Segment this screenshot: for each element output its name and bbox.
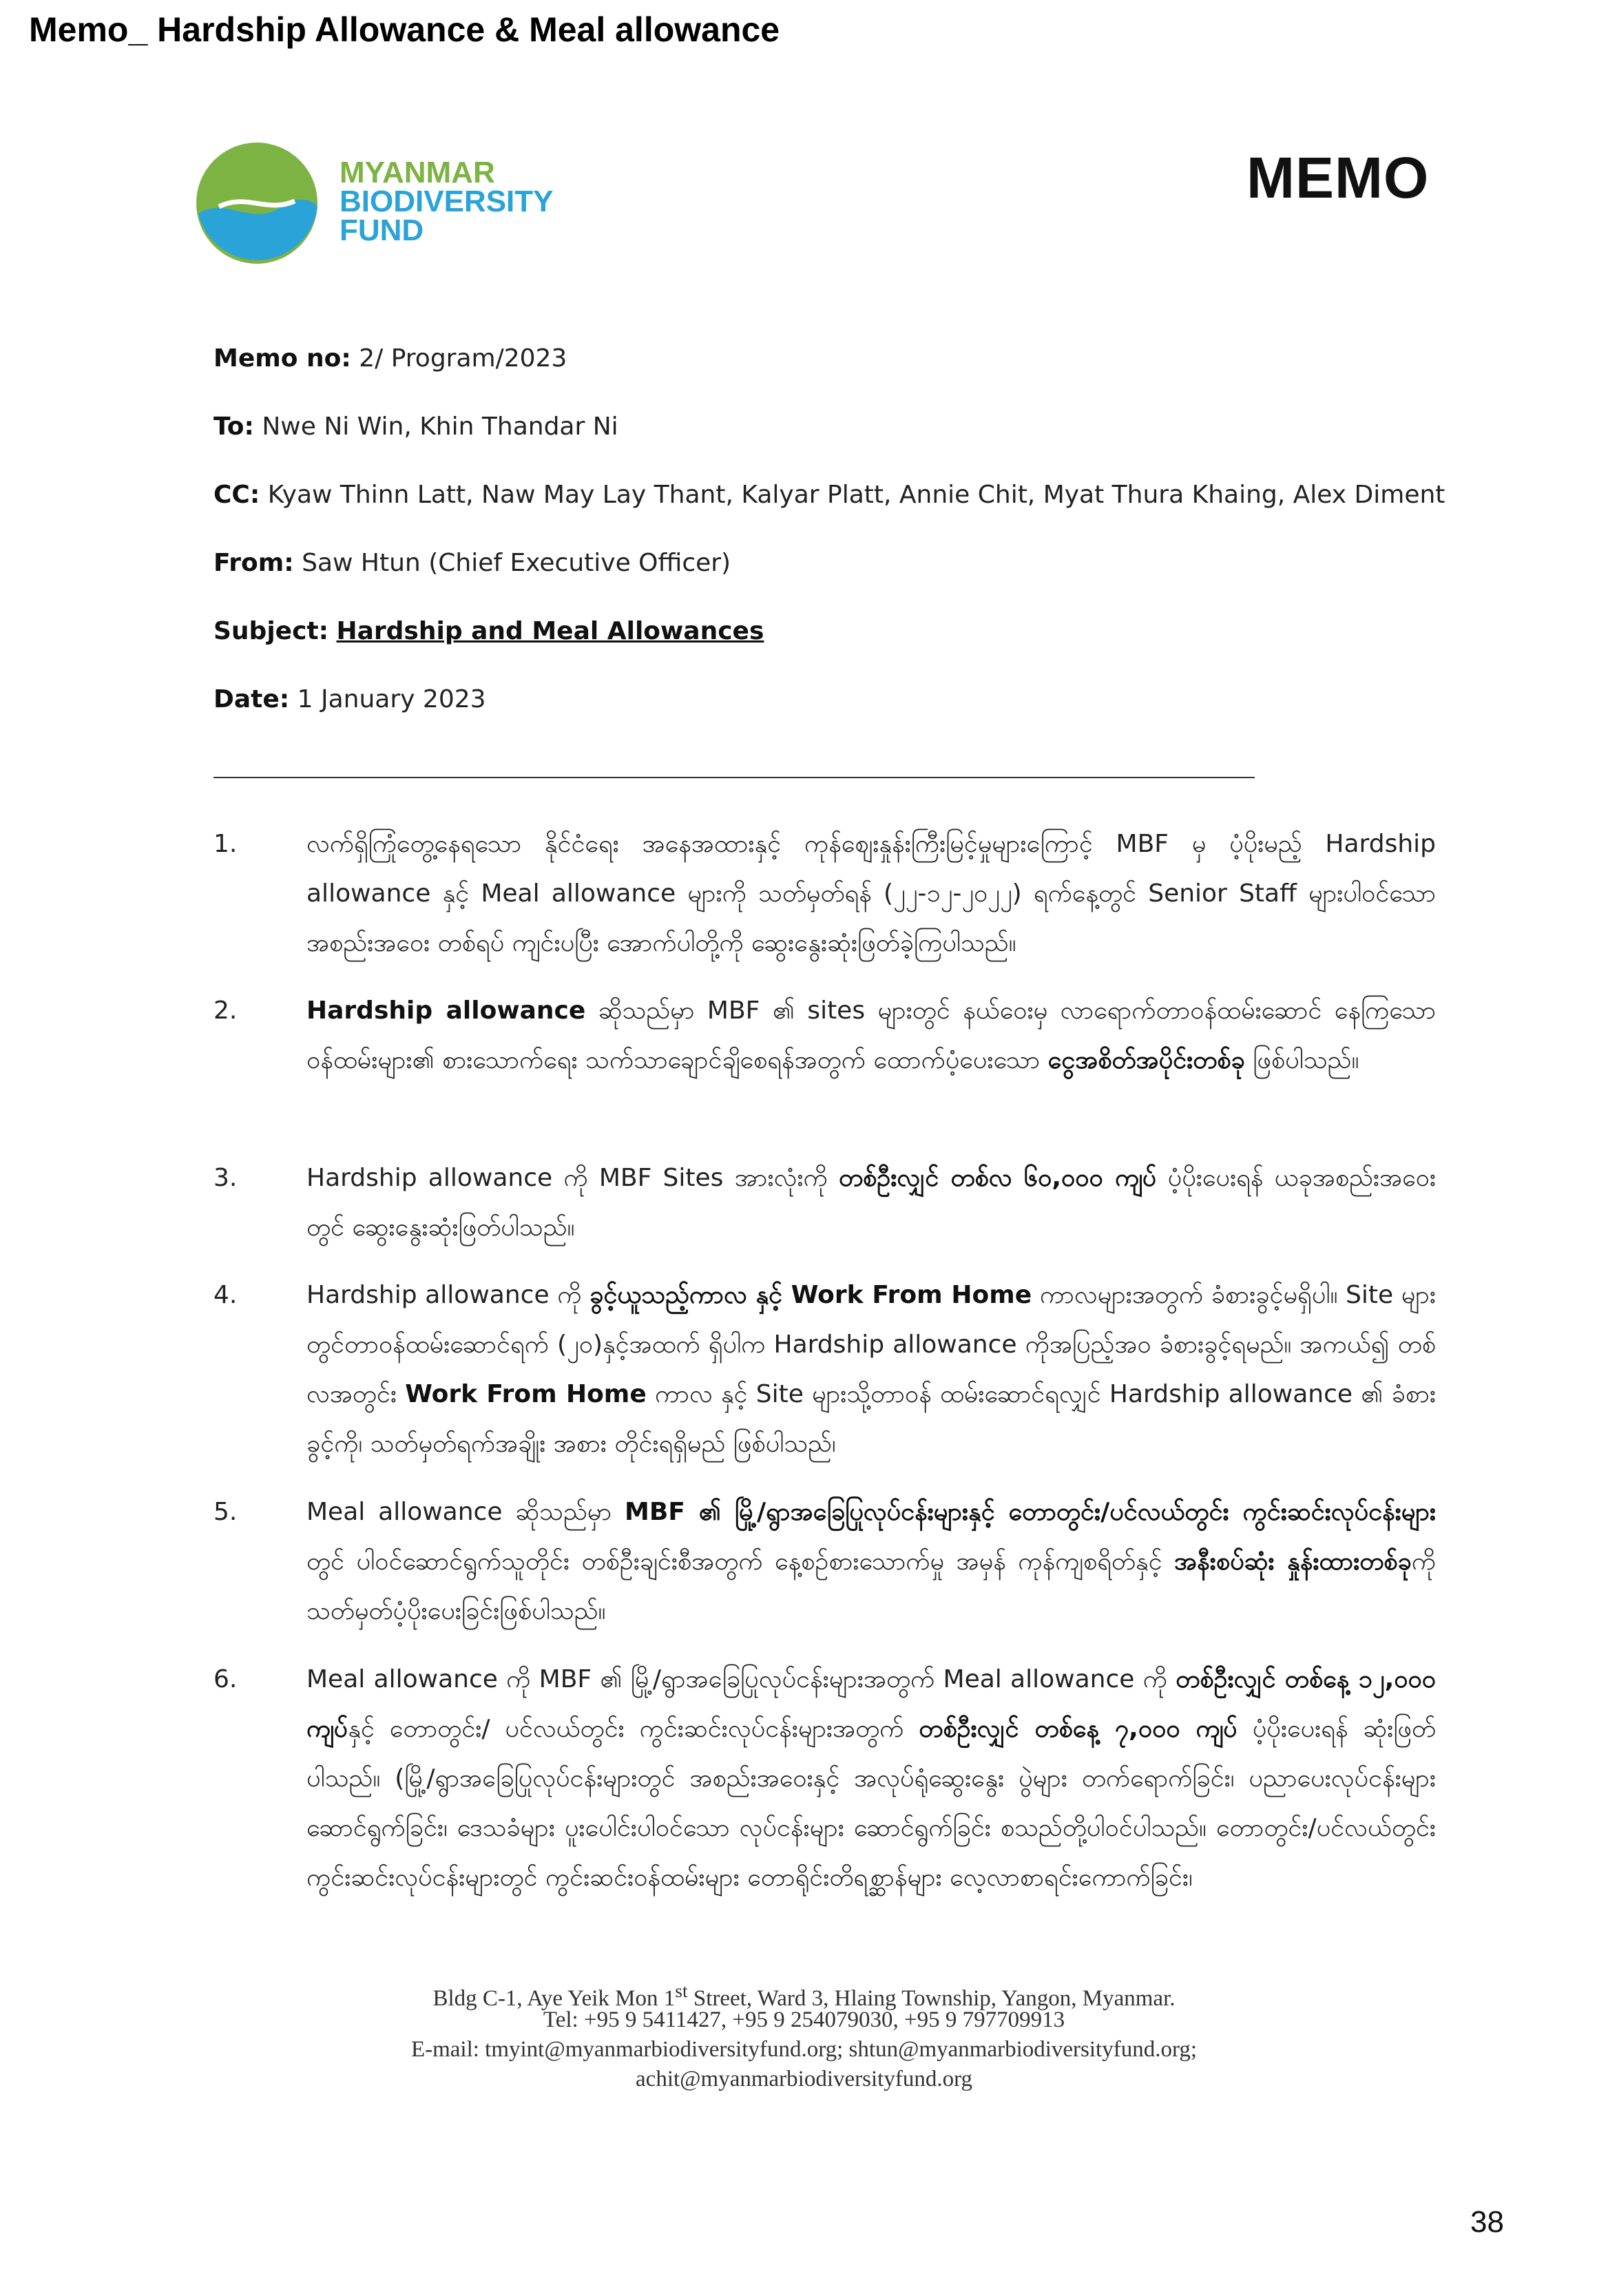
paragraph-4-bold-tail: Work From Home [405, 1380, 647, 1408]
paragraph-text [306, 1655, 1436, 1903]
memo-number-label: Memo no: [213, 344, 351, 373]
paragraph-5-tail2: ကို သတ်မှတ်ပံ့ပိုးပေးခြင်းဖြစ်ပါသည်။ [306, 1547, 1436, 1625]
logo-line-2: BIODIVERSITY [340, 185, 554, 218]
paragraph-4 [213, 1271, 1436, 1470]
header-divider [213, 777, 1255, 778]
paragraph-6 [213, 1655, 1436, 1958]
to-label: To: [213, 413, 254, 441]
paragraph-1-text: လက်ရှိကြုံတွေ့နေရသော နိုင်ငံရေး အနေအထားနှင့် ကုန်စျေးနှုန်းကြီးမြင့်မှုများကြောင့် MBF မှ ပံ့ပိုးမည့် Hardship allowance နှင့် Meal allowance များကို သတ်မှတ်ရန် (၂၂-၁၂-၂၀၂၂) ရက်နေ့တွင် Senior Staff များပါဝင်သော အစည်းအဝေး တစ်ရပ် ကျင်းပပြီး အောက်ပါတို့ကို ဆွေးနွေးဆုံးဖြတ်ခဲ့ကြပါသည်။ [306, 830, 1436, 957]
paragraph-number: 5. [213, 1498, 238, 1526]
paragraph-2 [213, 986, 1436, 1138]
cc-line [213, 481, 1445, 509]
footer-email-2: achit@myanmarbiodiversityfund.org [636, 2067, 972, 2091]
paragraph-4-bold: ခွင့်ယူသည့်ကာလ နှင့် Work From Home [589, 1281, 1032, 1309]
paragraph-text [306, 1271, 1436, 1469]
memo-number-line [213, 344, 567, 373]
paragraph-6-bold-tail: တစ်ဦးလျှင် တစ်နေ့ ၇,၀၀၀ ကျပ် [919, 1715, 1238, 1743]
logo-line-3: FUND [340, 213, 424, 247]
paragraph-3 [213, 1154, 1436, 1257]
paragraph-4-tail: ကာလများအတွက် ခံစားခွင့်မရှိပါ။ Site များတွင်တာဝန်ထမ်းဆောင်ရက် (၂၀)နှင့်အထက် ရှိပါက Hardship allowance ကိုအပြည့်အဝ ခံစားခွင့်ရမည်။ အကယ်၍ တစ်လအတွင်း [306, 1281, 1437, 1408]
footer-email: E-mail: tmyint@myanmarbiodiversityfund.org; shtun@myanmarbiodiversityfund.org; [410, 2037, 1198, 2062]
paragraph-text [306, 820, 1436, 968]
mbf-logo-mark-icon [191, 138, 329, 269]
logo-line-1: MYANMAR [340, 156, 495, 189]
from-label: From: [213, 549, 294, 577]
paragraph-2-bold-tail: ငွေအစိတ်အပိုင်းတစ်ခု [1047, 1046, 1245, 1074]
memo-number-value: 2/ Program/2023 [351, 344, 567, 373]
paragraph-3-text: Hardship allowance ကို MBF Sites အားလုံးကို [306, 1164, 839, 1192]
paragraph-text [306, 986, 1436, 1085]
paragraph-6-tail: နှင့် တောတွင်း/ ပင်လယ်တွင်း ကွင်းဆင်းလုပ်ငန်းများအတွက် [348, 1715, 919, 1743]
subject-label: Subject: [213, 617, 329, 645]
paragraph-4-text: Hardship allowance ကို [306, 1281, 590, 1309]
paragraph-5-tail: တွင် ပါဝင်ဆောင်ရွက်သူတိုင်း တစ်ဦးချင်းစီအတွက် နေ့စဉ်စားသောက်မှု အမှန် ကုန်ကျစရိတ်နှင့် [306, 1547, 1174, 1576]
paragraph-6-text: Meal allowance ကို MBF ၏ မြို့/ရွာအခြေပြုလုပ်ငန်းများအတွက် Meal allowance ကို [306, 1665, 1176, 1693]
paragraph-text [306, 1154, 1436, 1253]
from-line [213, 549, 731, 577]
paragraph-text [306, 1488, 1436, 1636]
paragraph-number: 1. [213, 830, 238, 858]
paragraph-5-text: Meal allowance ဆိုသည်မှာ [306, 1498, 625, 1526]
date-label: Date: [213, 685, 290, 713]
paragraph-4-tail2: ကာလ နှင့် Site များသို့တာဝန် ထမ်းဆောင်ရလျှင် Hardship allowance ၏ ခံစားခွင့်ကို၊ သတ်မှတ်ရက်အချိုး အစား တိုင်းရရှိမည် ဖြစ်ပါသည်၊ [306, 1380, 1437, 1458]
from-value: Saw Htun (Chief Executive Officer) [293, 549, 731, 577]
paragraph-number: 4. [213, 1281, 238, 1309]
paragraph-number: 2. [213, 996, 238, 1025]
paragraph-number: 3. [213, 1164, 238, 1192]
to-value: Nwe Ni Win, Khin Thandar Ni [253, 413, 618, 441]
mbf-logo [191, 138, 605, 269]
memo-title: MEMO [1246, 145, 1430, 210]
cc-label: CC: [213, 481, 260, 509]
paragraph-2-bold-lead: Hardship allowance [306, 996, 586, 1025]
paragraph-5 [213, 1488, 1436, 1639]
page-number: 38 [1470, 2205, 1504, 2239]
footer-address-b: Street, Ward 3, Hlaing Township, Yangon, Myanmar. [687, 1986, 1176, 2011]
footer-address-sup: st [675, 1980, 688, 2001]
mbf-logo-text [340, 158, 554, 245]
paragraph-6-bold: တစ်ဦးလျှင် တစ်နေ့ ၁၂,၀၀၀ ကျပ် [306, 1665, 1437, 1743]
paragraph-2-tail: ဖြစ်ပါသည်။ [1244, 1046, 1359, 1074]
date-line [213, 685, 486, 713]
paragraph-2-text: ဆိုသည်မှာ MBF ၏ sites များတွင် နယ်ဝေးမှ လာရောက်တာဝန်ထမ်းဆောင် နေကြသော ဝန်ထမ်းများ၏ စားသောက်ရေး သက်သာချောင်ချိစေရန်အတွက် ထောက်ပံ့ပေးသော [306, 996, 1436, 1074]
date-value: 1 January 2023 [289, 685, 486, 713]
subject-value: Hardship and Meal Allowances [336, 617, 764, 645]
document-header-title: Memo_ Hardship Allowance & Meal allowance [29, 10, 780, 49]
paragraph-3-bold: တစ်ဦးလျှင် တစ်လ ၆၀,၀၀၀ ကျပ် [838, 1164, 1157, 1192]
paragraph-3-tail: ပံ့ပိုးပေးရန် ယခုအစည်းအဝေးတွင် ဆွေးနွေးဆုံးဖြတ်ပါသည်။ [306, 1164, 1436, 1242]
to-line [213, 413, 618, 441]
cc-value: Kyaw Thinn Latt, Naw May Lay Thant, Kalyar Platt, Annie Chit, Myat Thura Khaing, Alex Diment [260, 481, 1445, 509]
paragraph-number: 6. [213, 1665, 238, 1693]
subject-line [213, 617, 764, 645]
paragraph-5-bold-tail: အနီးစပ်ဆုံး နှုန်းထားတစ်ခု [1174, 1547, 1412, 1576]
paragraph-1 [213, 820, 1436, 971]
footer-phone: Tel: +95 9 5411427, +95 9 254079030, +95 9 797709913 [543, 2007, 1065, 2032]
footer-address-a: Bldg C-1, Aye Yeik Mon 1 [432, 1986, 676, 2011]
paragraph-6-tail2: ပံ့ပိုးပေးရန် ဆုံးဖြတ်ပါသည်။ (မြို့/ရွာအခြေပြုလုပ်ငန်းများတွင် အစည်းအဝေးနှင့် အလုပ်ရုံဆွေးနွေး ပွဲများ တက်ရောက်ခြင်း၊ ပညာပေးလုပ်ငန်းများဆောင်ရွက်ခြင်း၊ ဒေသခံများ ပူးပေါင်းပါဝင်သော လုပ်ငန်းများ ဆောင်ရွက်ခြင်း စသည်တို့ပါဝင်ပါသည်။ တောတွင်း/ပင်လယ်တွင်း ကွင်းဆင်းလုပ်ငန်းများတွင် ကွင်းဆင်းဝန်ထမ်းများ တောရိုင်းတိရစ္ဆာန်များ လေ့လာစာရင်းကောက်ခြင်း၊ [306, 1715, 1436, 1892]
paragraph-5-bold: MBF ၏ မြို့/ရွာအခြေပြုလုပ်ငန်းများနှင့် တောတွင်း/ပင်လယ်တွင်း ကွင်းဆင်းလုပ်ငန်းများ [625, 1498, 1437, 1526]
